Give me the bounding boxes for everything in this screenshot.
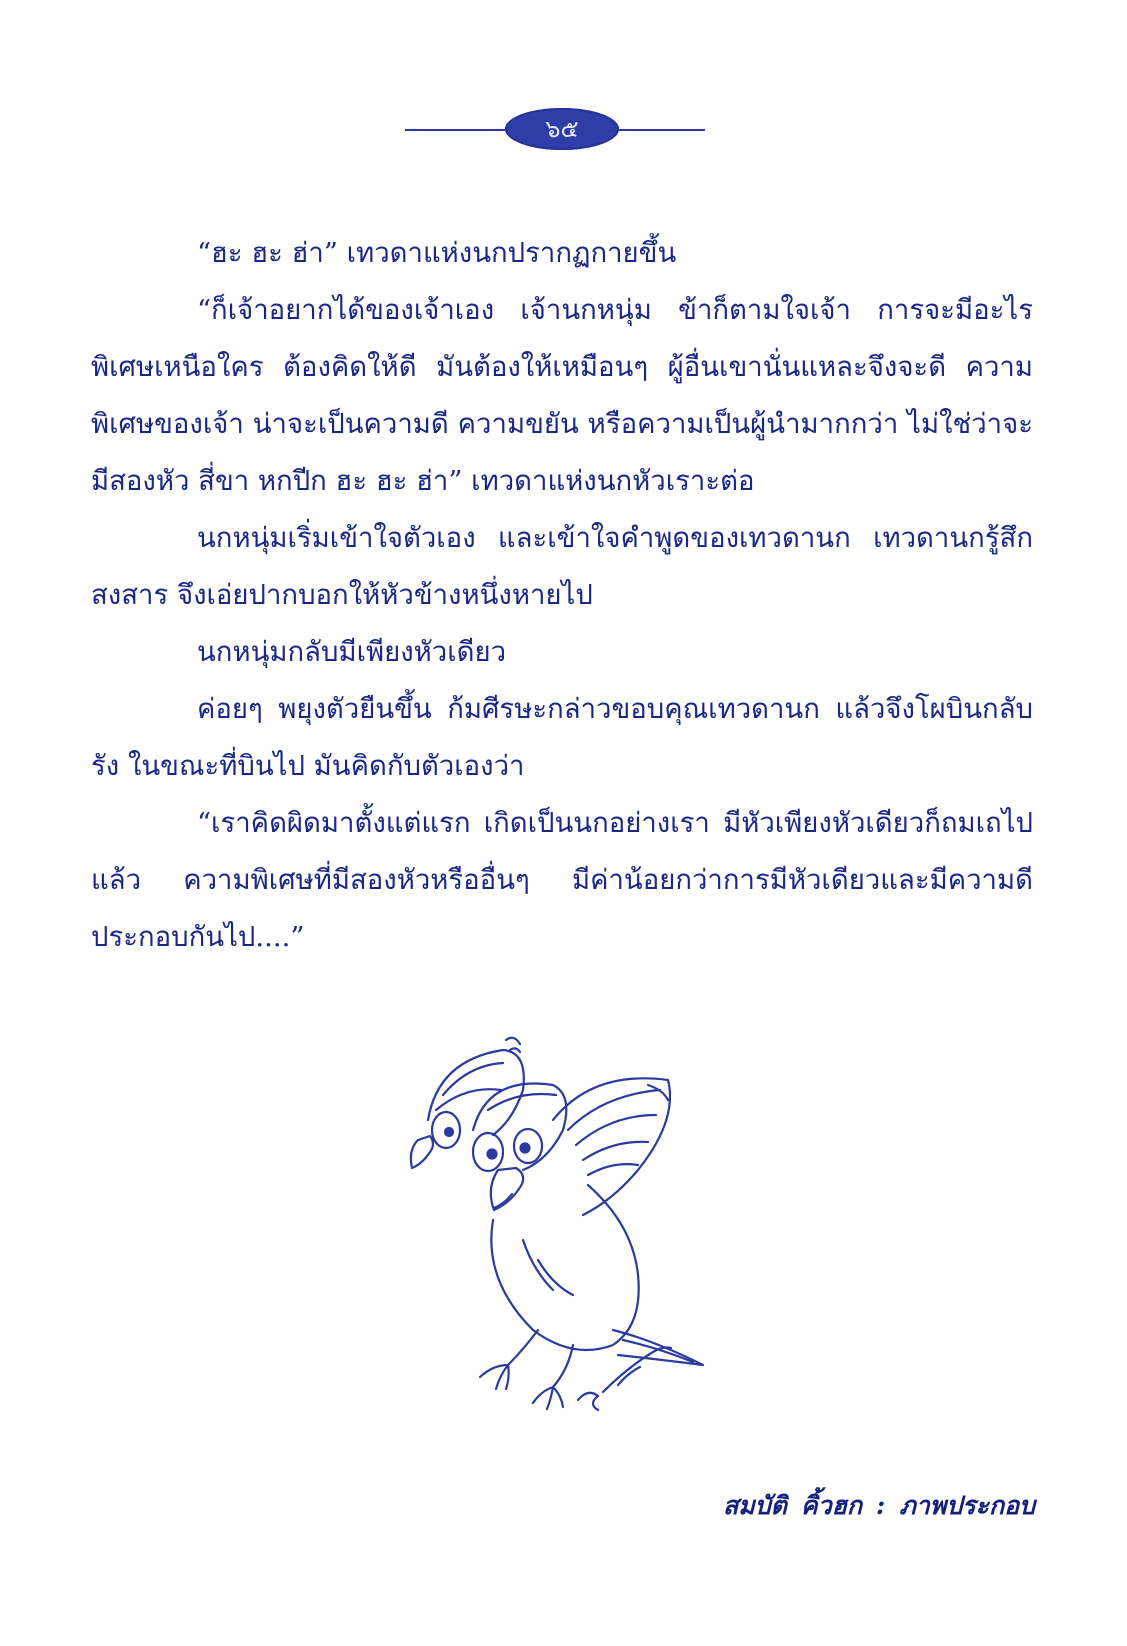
two-headed-bird-illustration <box>388 1030 718 1420</box>
credit-separator: : <box>876 1491 886 1520</box>
paragraph-2: “ก็เจ้าอยากได้ของเจ้าเอง เจ้านกหนุ่ม ข้าก็ตามใจเจ้า การจะมีอะไรพิเศษเหนือใคร ต้องคิดให้ดี มันต้องให้เหมือนๆ ผู้อื่นเขานั่นแหละจึงจะดี ความพิเศษของเจ้า น่าจะเป็นความดี ความขยัน หรือความเป็นผู้นำมากกว่า ไม่ใช่ว่าจะมีสองหัว สี่ขา หกปีก ฮะ ฮะ ฮ่า” เทวดาแห่งนกหัวเราะต่อ <box>91 294 1033 497</box>
credit-role: ภาพประกอบ <box>899 1491 1035 1520</box>
credit-surname: คิ้วฮก <box>800 1491 863 1520</box>
header-rule-left <box>405 129 510 131</box>
credit-name: สมบัติ <box>723 1491 787 1520</box>
paragraph-1: “ฮะ ฮะ ฮ่า” เทวดาแห่งนกปรากฏกายขึ้น <box>197 237 677 269</box>
paragraph-4: นกหนุ่มกลับมีเพียงหัวเดียว <box>197 636 507 668</box>
page-header <box>405 108 705 150</box>
paragraph-6: “เราคิดผิดมาตั้งแต่แรก เกิดเป็นนกอย่างเรา มีหัวเพียงหัวเดียวก็ถมเถไปแล้ว ความพิเศษที่มีสองหัวหรืออื่นๆ มีค่าน้อยกว่าการมีหัวเดียวและมีความดีประกอบกันไป....” <box>91 807 1033 953</box>
story-text <box>91 225 1033 966</box>
header-rule-right <box>610 129 705 131</box>
paragraph-5: ค่อยๆ พยุงตัวยืนขึ้น ก้มศีรษะกล่าวขอบคุณเทวดานก แล้วจึงโผบินกลับรัง ในขณะที่บินไป มันคิดกับตัวเองว่า <box>91 693 1033 782</box>
paragraph-3: นกหนุ่มเริ่มเข้าใจตัวเอง และเข้าใจคำพูดของเทวดานก เทวดานกรู้สึกสงสาร จึงเอ่ยปากบอกให้หัวข้างหนึ่งหายไป <box>91 522 1033 611</box>
page-number: ๖๕ <box>505 108 619 150</box>
illustration-credit <box>723 1486 1035 1526</box>
